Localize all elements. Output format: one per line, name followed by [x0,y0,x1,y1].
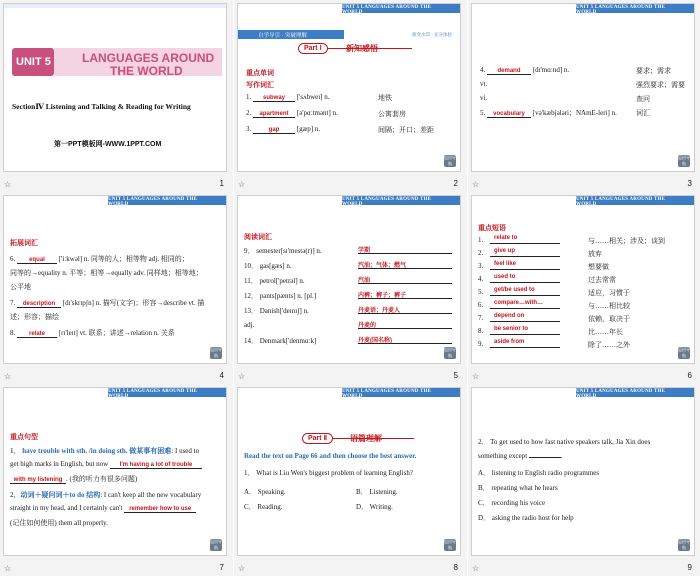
back-button[interactable]: 返回导航 [210,539,222,550]
answer-option[interactable]: D． asking the radio host for help [478,514,574,522]
chinese-meaning: 放弃 [588,250,602,258]
star-icon: ☆ [238,372,246,381]
definition: [dɪ'skrɪpʃn] n. 描写(文字)；形容→describe vt. 描 [62,299,205,307]
slide-thumbnail-7[interactable] [0,384,233,576]
sentence-text: : I can't keep all the new vocabulary [100,491,202,499]
answer-blank: equal [17,257,57,264]
answer-blank: description [17,301,61,308]
phonetic: [və'kæbjələri；NAmE-leri] n. [532,109,617,117]
part-of-speech: vi. [480,94,488,102]
answer-blank: 内裤；裤子；裤子 [358,290,452,299]
part-number: Ⅱ [323,435,328,442]
part-of-speech: vt. [480,80,488,88]
unit-header-text: UNIT 5 LANGUAGES AROUND THE WORLD [342,389,432,399]
unit-header-bar [576,4,694,13]
vocab-row [10,328,175,338]
item-number: 4. [478,275,484,283]
answer-blank: feel like [490,261,560,270]
vocab-row [480,66,569,75]
sentence-line [10,504,196,513]
unit-header-text: UNIT 5 LANGUAGES AROUND THE WORLD [576,389,666,399]
sentence-line [10,474,137,484]
slide-thumbnail-8[interactable] [234,384,467,576]
back-button[interactable]: 返回导航 [678,155,690,166]
star-icon: ☆ [4,180,12,189]
chinese-meaning: 强烈要求；需要 [636,81,685,89]
slide-number: 3 [687,179,692,188]
heading-reading-vocab: 阅读词汇 [244,234,272,241]
chinese-meaning: 地铁 [378,94,392,102]
slide-thumbnail-3[interactable] [468,0,700,192]
unit-header-text: UNIT 5 LANGUAGES AROUND THE WORLD [576,5,666,15]
chinese-meaning: 除了……之外 [588,341,630,349]
phonetic: [gæp] n. [296,125,321,133]
vocab-row [246,125,320,134]
answer-blank: 丹麦语；丹麦人 [358,305,452,314]
chinese-meaning: 适应，习惯于 [588,289,630,297]
item-number: 9. [478,340,484,348]
section-tag-text: 自学导引 · 突破理解 [258,33,307,39]
section-title: SectionⅣ Listening and Talking & Reading for Writing [12,102,191,111]
slide-number: 9 [687,563,692,572]
part-label: Part [304,45,318,52]
star-icon: ☆ [4,564,12,573]
answer-blank: vocabulary [487,111,531,118]
answer-blank: with my listening [10,477,66,484]
answer-blank: subway [253,95,295,102]
heading-key-phrases: 重点短语 [478,225,506,232]
part-title: 语篇理解 [350,434,382,443]
back-button[interactable]: 返回导航 [678,539,690,550]
chinese-meaning: 依赖，取决于 [588,315,630,323]
vocab-row [10,254,189,264]
unit-header-text: UNIT 5 LANGUAGES AROUND THE WORLD [108,197,198,207]
question-text-part: something except [478,452,528,460]
slide-1-top-band [4,4,227,8]
chinese-meaning: 比……年长 [588,328,623,336]
section-tag [238,30,344,39]
unit-header-bar [342,4,460,13]
back-button[interactable]: 返回导航 [678,347,690,358]
item-number: 5. [478,288,484,296]
vocab-item: 9． semester[sɪ'mestə(r)] n. [244,247,322,255]
sentence-text: . (我的听力有很多问题) [66,475,138,483]
definition: [rɪ'leɪt] vt. 联系；讲述→relation n. 关系 [58,329,175,337]
item-number: 5. [480,109,486,117]
vocab-item: 12． pants[pænts] n. [pl.] [244,292,317,300]
star-icon: ☆ [472,564,480,573]
star-icon: ☆ [472,180,480,189]
chinese-meaning: 想要做 [588,263,609,271]
back-button[interactable]: 返回导航 [444,539,456,550]
question-text: 1． What is Liu Wen's biggest problem of learning English? [244,469,413,477]
sentence-line [10,460,202,469]
sentence-text: (记住如何使用) them all properly. [10,519,108,527]
answer-blank: I'm having a lot of trouble [110,462,202,469]
chinese-meaning: 公寓套房 [378,110,406,118]
slide-8-canvas [237,387,461,556]
vocab-row [480,108,617,118]
vocab-row [10,298,204,308]
sentence-text: : I used to [171,447,200,455]
slide-number: 1 [219,179,224,188]
star-icon: ☆ [238,180,246,189]
sentence-line [10,490,201,500]
slide-thumbnail-9[interactable] [468,384,700,576]
slide-thumbnail-6[interactable] [468,192,700,384]
unit-header-text: UNIT 5 LANGUAGES AROUND THE WORLD [108,389,198,399]
slide-number: 8 [453,563,458,572]
item-number: 1. [246,93,252,101]
slide-1-canvas [3,3,227,172]
slide-number: 4 [219,371,224,380]
vocab-item: 11． petrol['petrəl] n. [244,277,305,285]
slide-2-canvas [237,3,461,172]
slide-9-canvas [471,387,695,556]
unit-header-bar [108,196,226,205]
item-number: 8. [10,329,16,337]
chinese-meaning: 要求；需求 [636,67,671,75]
chinese-meaning: 间隔；开口；差距 [378,126,434,134]
sentence-pattern: 1． have trouble with sth. /in doing sth. 做某事有困难 [10,447,172,455]
heading-extended-vocab: 拓展词汇 [10,240,38,247]
definition: ['iːkwəl] n. 同等的人；相等物 adj. 相同的； [58,255,189,263]
answer-blank: aside from [490,339,560,348]
sentence-pattern: 2．动词＋疑问词＋to do 结构 [10,491,101,499]
heading-writing-vocab: 写作词汇 [246,82,274,89]
item-number: 7. [10,299,16,307]
answer-blank[interactable] [529,457,561,458]
part-badge [302,433,333,444]
unit-header-text: UNIT 5 LANGUAGES AROUND THE WORLD [576,197,666,207]
item-number: 6. [478,301,484,309]
answer-blank: 学期 [358,245,452,254]
unit-header-bar [576,388,694,397]
part-badge [298,43,328,54]
vocab-item: 10． gas[gæs] n. [244,262,292,270]
item-number: 8. [478,327,484,335]
answer-option[interactable]: B． Listening. [356,488,398,496]
answer-option[interactable]: D． Writing. [356,503,393,511]
answer-blank: compare…with… [490,300,560,309]
vocab-item: 13． Danish['deɪnɪʃ] n. [244,307,309,315]
answer-blank: demand [487,68,531,75]
answer-blank: 丹麦的 [358,320,452,329]
slide-thumbnail-1[interactable] [0,0,233,192]
sentence-line [10,446,199,456]
item-number: 4. [480,66,486,74]
section-tag-right: 渐变水印 · 充分体验 [412,32,452,37]
star-icon: ☆ [238,564,246,573]
slide-thumbnail-4[interactable] [0,192,233,384]
heading-key-words: 重点单词 [246,70,274,77]
item-number: 3. [478,262,484,270]
answer-option[interactable]: C． Reading. [244,503,283,511]
answer-blank: apartment [253,111,295,118]
definition: 同等的→equality n. 平等；相等→equally adv. 同样地；相等地； [10,269,203,277]
answer-blank: get/be used to [490,287,560,296]
slide-4-canvas [3,195,227,364]
answer-blank: used to [490,274,560,283]
part-title: 新知感悟 [346,44,378,53]
definition: 公平地 [10,283,31,291]
unit-badge [12,48,54,76]
unit-header-bar [108,388,226,397]
item-number: 2. [478,249,484,257]
vocab-row [246,93,330,102]
slide-3-canvas [471,3,695,172]
answer-blank: give up [490,248,560,257]
slide-1-title-line1: LANGUAGES AROUND [82,51,215,65]
heading-key-sentences: 重点句型 [10,434,38,441]
star-icon: ☆ [472,372,480,381]
item-number: 6. [10,255,16,263]
back-button[interactable]: 返回导航 [210,347,222,358]
vocab-row [246,109,338,118]
answer-blank: 丹麦(国名称) [358,335,452,344]
unit-badge-text: UNIT 5 [16,56,51,68]
definition: 述；形容；描绘 [10,313,59,321]
slide-number: 7 [219,563,224,572]
answer-option[interactable]: A． Speaking. [244,488,286,496]
answer-blank: remember how to use [124,506,196,513]
answer-blank: 汽油 [358,275,452,284]
slide-1-title-line2: THE WORLD [110,64,183,78]
part-number: Ⅰ [319,45,322,52]
slide-7-canvas [3,387,227,556]
answer-blank: depend on [490,313,560,322]
unit-header-bar [342,196,460,205]
phonetic: [dɪ'mɑːnd] n. [532,66,570,74]
phonetic: [ə'pɑːtmənt] n. [296,109,338,117]
answer-option[interactable]: A． listening to English radio programmes [478,469,600,477]
vocab-item: 14． Denmark['denmɑːk] [244,337,317,345]
part-label: Part [308,435,322,442]
chinese-meaning: 与……相关；涉及；谈到 [588,237,665,245]
item-number: 1. [478,236,484,244]
back-button[interactable]: 返回导航 [444,155,456,166]
phonetic: ['sʌbweɪ] n. [296,93,330,101]
slide-thumbnail-2[interactable] [234,0,467,192]
chinese-meaning: 查问 [636,95,650,103]
question-text [478,452,563,460]
slide-6-canvas [471,195,695,364]
chinese-meaning: 词汇 [636,109,650,117]
unit-header-text: UNIT 5 LANGUAGES AROUND THE WORLD [342,197,432,207]
reading-instruction: Read the text on Page 66 and then choose the best answer. [244,452,417,460]
unit-header-bar [576,196,694,205]
chinese-meaning: 与……相比较 [588,302,630,310]
question-text: 2． To get used to how fast native speakers talk, Jia Xin does [478,438,651,446]
slide-number: 6 [687,371,692,380]
answer-blank: gap [253,127,295,134]
item-number: 2. [246,109,252,117]
slide-thumbnail-5[interactable] [234,192,467,384]
star-icon: ☆ [4,372,12,381]
slide-number: 5 [453,371,458,380]
back-button[interactable]: 返回导航 [444,347,456,358]
item-number: 7. [478,314,484,322]
sentence-text: get high marks in English, but now [10,460,109,468]
answer-blank: 汽油；气体；燃气 [358,260,452,269]
answer-blank: relate [17,331,57,338]
watermark-text: 第一PPT模板网-WWW.1PPT.COM [54,141,162,148]
unit-header-bar [342,388,460,397]
chinese-meaning: 过去常常 [588,276,616,284]
answer-blank: be senior to [490,326,560,335]
slide-number: 2 [453,179,458,188]
answer-option[interactable]: C． recording his voice [478,499,546,507]
vocab-item: adj. [244,321,255,329]
unit-header-text: UNIT 5 LANGUAGES AROUND THE WORLD [342,5,432,15]
answer-blank: relate to [490,235,560,244]
item-number: 3. [246,125,252,133]
slide-5-canvas [237,195,461,364]
answer-option[interactable]: B． repeating what he hears [478,484,558,492]
sentence-text: straight in my head, and I certainly can't [10,504,123,512]
question-text-part: . [560,452,563,460]
